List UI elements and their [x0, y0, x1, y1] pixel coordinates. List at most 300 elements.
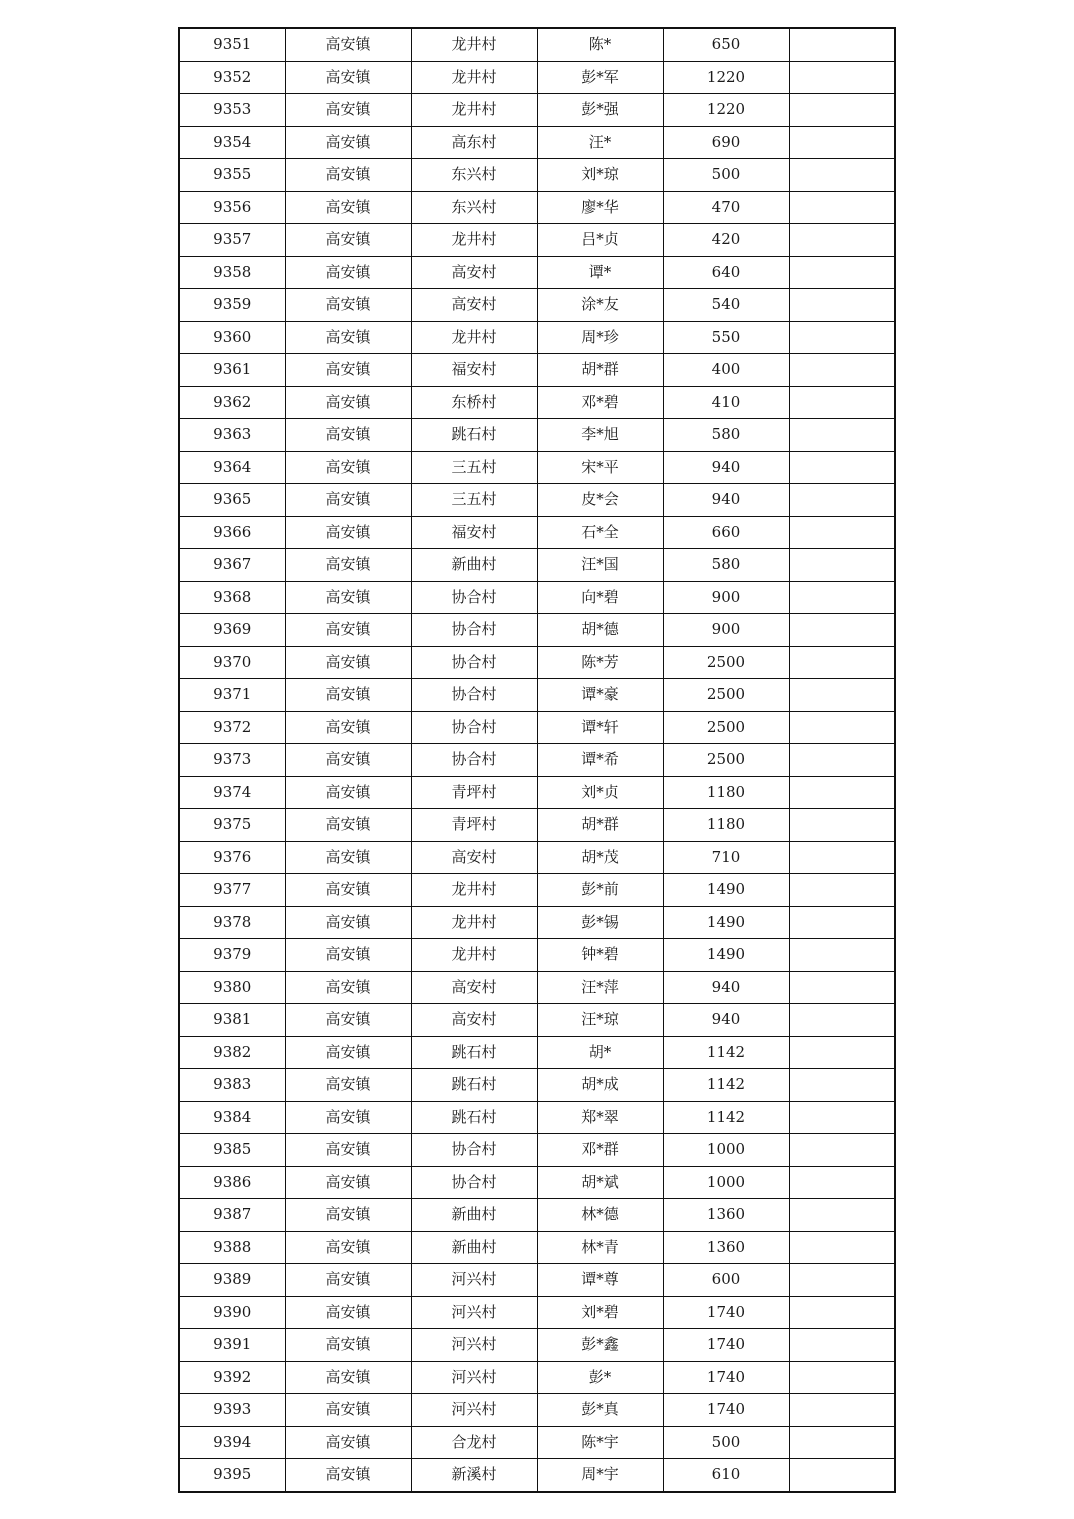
town-cell: 高安镇	[285, 841, 411, 874]
village-cell: 龙井村	[411, 939, 537, 972]
serial-number-cell: 9381	[179, 1004, 285, 1037]
remark-cell	[789, 1329, 895, 1362]
serial-number-cell: 9382	[179, 1036, 285, 1069]
name-cell: 郑*翠	[537, 1101, 663, 1134]
town-cell: 高安镇	[285, 939, 411, 972]
amount-cell: 600	[663, 1264, 789, 1297]
amount-cell: 410	[663, 386, 789, 419]
table-row	[179, 971, 895, 1004]
village-cell: 高安村	[411, 289, 537, 322]
village-cell: 新曲村	[411, 1199, 537, 1232]
town-cell: 高安镇	[285, 581, 411, 614]
table-row	[179, 939, 895, 972]
serial-number-cell: 9367	[179, 549, 285, 582]
table-row	[179, 809, 895, 842]
table-row	[179, 549, 895, 582]
amount-cell: 1180	[663, 809, 789, 842]
serial-number-cell: 9392	[179, 1361, 285, 1394]
remark-cell	[789, 549, 895, 582]
amount-cell: 610	[663, 1459, 789, 1492]
table-row	[179, 451, 895, 484]
name-cell: 彭*	[537, 1361, 663, 1394]
name-cell: 向*碧	[537, 581, 663, 614]
name-cell: 李*旭	[537, 419, 663, 452]
town-cell: 高安镇	[285, 191, 411, 224]
town-cell: 高安镇	[285, 874, 411, 907]
table-row	[179, 321, 895, 354]
town-cell: 高安镇	[285, 126, 411, 159]
table-row	[179, 1166, 895, 1199]
town-cell: 高安镇	[285, 1394, 411, 1427]
town-cell: 高安镇	[285, 1166, 411, 1199]
remark-cell	[789, 906, 895, 939]
remark-cell	[789, 516, 895, 549]
amount-cell: 2500	[663, 744, 789, 777]
town-cell: 高安镇	[285, 809, 411, 842]
name-cell: 吕*贞	[537, 224, 663, 257]
table-row	[179, 1036, 895, 1069]
amount-cell: 2500	[663, 646, 789, 679]
serial-number-cell: 9361	[179, 354, 285, 387]
table-row	[179, 484, 895, 517]
amount-cell: 940	[663, 451, 789, 484]
amount-cell: 1490	[663, 939, 789, 972]
serial-number-cell: 9374	[179, 776, 285, 809]
town-cell: 高安镇	[285, 386, 411, 419]
town-cell: 高安镇	[285, 744, 411, 777]
remark-cell	[789, 484, 895, 517]
name-cell: 汪*国	[537, 549, 663, 582]
village-cell: 协合村	[411, 711, 537, 744]
table-row	[179, 711, 895, 744]
remark-cell	[789, 1166, 895, 1199]
town-cell: 高安镇	[285, 484, 411, 517]
serial-number-cell: 9393	[179, 1394, 285, 1427]
amount-cell: 540	[663, 289, 789, 322]
name-cell: 周*宇	[537, 1459, 663, 1492]
serial-number-cell: 9390	[179, 1296, 285, 1329]
serial-number-cell: 9380	[179, 971, 285, 1004]
town-cell: 高安镇	[285, 94, 411, 127]
table-row	[179, 419, 895, 452]
village-cell: 福安村	[411, 516, 537, 549]
village-cell: 青坪村	[411, 776, 537, 809]
amount-cell: 2500	[663, 711, 789, 744]
town-cell: 高安镇	[285, 354, 411, 387]
amount-cell: 1490	[663, 906, 789, 939]
amount-cell: 500	[663, 159, 789, 192]
village-cell: 河兴村	[411, 1394, 537, 1427]
serial-number-cell: 9387	[179, 1199, 285, 1232]
village-cell: 三五村	[411, 484, 537, 517]
town-cell: 高安镇	[285, 516, 411, 549]
remark-cell	[789, 841, 895, 874]
name-cell: 汪*琼	[537, 1004, 663, 1037]
town-cell: 高安镇	[285, 1069, 411, 1102]
table-row	[179, 1459, 895, 1492]
remark-cell	[789, 1101, 895, 1134]
table-row	[179, 224, 895, 257]
town-cell: 高安镇	[285, 256, 411, 289]
village-cell: 河兴村	[411, 1296, 537, 1329]
amount-cell: 1740	[663, 1329, 789, 1362]
records-table	[178, 27, 896, 1493]
village-cell: 青坪村	[411, 809, 537, 842]
remark-cell	[789, 776, 895, 809]
remark-cell	[789, 1004, 895, 1037]
village-cell: 协合村	[411, 646, 537, 679]
village-cell: 协合村	[411, 1166, 537, 1199]
village-cell: 东兴村	[411, 191, 537, 224]
amount-cell: 710	[663, 841, 789, 874]
village-cell: 协合村	[411, 1134, 537, 1167]
town-cell: 高安镇	[285, 1426, 411, 1459]
remark-cell	[789, 1036, 895, 1069]
name-cell: 彭*锡	[537, 906, 663, 939]
serial-number-cell: 9388	[179, 1231, 285, 1264]
table-row	[179, 614, 895, 647]
serial-number-cell: 9378	[179, 906, 285, 939]
village-cell: 龙井村	[411, 94, 537, 127]
village-cell: 协合村	[411, 744, 537, 777]
serial-number-cell: 9359	[179, 289, 285, 322]
remark-cell	[789, 646, 895, 679]
table-row	[179, 1069, 895, 1102]
village-cell: 东桥村	[411, 386, 537, 419]
remark-cell	[789, 971, 895, 1004]
serial-number-cell: 9362	[179, 386, 285, 419]
amount-cell: 1142	[663, 1036, 789, 1069]
remark-cell	[789, 711, 895, 744]
village-cell: 河兴村	[411, 1329, 537, 1362]
name-cell: 邓*群	[537, 1134, 663, 1167]
amount-cell: 940	[663, 1004, 789, 1037]
name-cell: 林*青	[537, 1231, 663, 1264]
serial-number-cell: 9355	[179, 159, 285, 192]
remark-cell	[789, 94, 895, 127]
table-row	[179, 906, 895, 939]
remark-cell	[789, 581, 895, 614]
name-cell: 刘*碧	[537, 1296, 663, 1329]
name-cell: 陈*	[537, 28, 663, 61]
name-cell: 胡*成	[537, 1069, 663, 1102]
table-row	[179, 191, 895, 224]
town-cell: 高安镇	[285, 61, 411, 94]
remark-cell	[789, 224, 895, 257]
name-cell: 陈*芳	[537, 646, 663, 679]
village-cell: 龙井村	[411, 224, 537, 257]
table-row	[179, 1296, 895, 1329]
town-cell: 高安镇	[285, 419, 411, 452]
remark-cell	[789, 744, 895, 777]
town-cell: 高安镇	[285, 289, 411, 322]
remark-cell	[789, 809, 895, 842]
serial-number-cell: 9386	[179, 1166, 285, 1199]
town-cell: 高安镇	[285, 1329, 411, 1362]
remark-cell	[789, 28, 895, 61]
table-row	[179, 516, 895, 549]
remark-cell	[789, 256, 895, 289]
table-row	[179, 289, 895, 322]
remark-cell	[789, 126, 895, 159]
town-cell: 高安镇	[285, 711, 411, 744]
table-row	[179, 354, 895, 387]
amount-cell: 1740	[663, 1394, 789, 1427]
table-row	[179, 679, 895, 712]
town-cell: 高安镇	[285, 679, 411, 712]
town-cell: 高安镇	[285, 28, 411, 61]
table-row	[179, 61, 895, 94]
serial-number-cell: 9356	[179, 191, 285, 224]
name-cell: 彭*前	[537, 874, 663, 907]
town-cell: 高安镇	[285, 614, 411, 647]
serial-number-cell: 9383	[179, 1069, 285, 1102]
town-cell: 高安镇	[285, 1199, 411, 1232]
amount-cell: 420	[663, 224, 789, 257]
village-cell: 新曲村	[411, 549, 537, 582]
serial-number-cell: 9369	[179, 614, 285, 647]
name-cell: 涂*友	[537, 289, 663, 322]
name-cell: 刘*琼	[537, 159, 663, 192]
amount-cell: 1180	[663, 776, 789, 809]
name-cell: 皮*会	[537, 484, 663, 517]
town-cell: 高安镇	[285, 1296, 411, 1329]
village-cell: 高安村	[411, 841, 537, 874]
name-cell: 彭*真	[537, 1394, 663, 1427]
village-cell: 新溪村	[411, 1459, 537, 1492]
remark-cell	[789, 321, 895, 354]
remark-cell	[789, 289, 895, 322]
name-cell: 彭*军	[537, 61, 663, 94]
table-row	[179, 874, 895, 907]
amount-cell: 690	[663, 126, 789, 159]
table-row	[179, 1231, 895, 1264]
village-cell: 高东村	[411, 126, 537, 159]
table-row	[179, 1264, 895, 1297]
table-row	[179, 256, 895, 289]
town-cell: 高安镇	[285, 1036, 411, 1069]
remark-cell	[789, 451, 895, 484]
amount-cell: 1142	[663, 1069, 789, 1102]
serial-number-cell: 9389	[179, 1264, 285, 1297]
village-cell: 河兴村	[411, 1361, 537, 1394]
amount-cell: 580	[663, 549, 789, 582]
amount-cell: 1220	[663, 61, 789, 94]
serial-number-cell: 9372	[179, 711, 285, 744]
serial-number-cell: 9353	[179, 94, 285, 127]
serial-number-cell: 9368	[179, 581, 285, 614]
remark-cell	[789, 1361, 895, 1394]
serial-number-cell: 9384	[179, 1101, 285, 1134]
village-cell: 协合村	[411, 581, 537, 614]
name-cell: 廖*华	[537, 191, 663, 224]
village-cell: 福安村	[411, 354, 537, 387]
remark-cell	[789, 1459, 895, 1492]
name-cell: 胡*群	[537, 354, 663, 387]
table-row	[179, 841, 895, 874]
town-cell: 高安镇	[285, 159, 411, 192]
table-row	[179, 776, 895, 809]
remark-cell	[789, 1296, 895, 1329]
town-cell: 高安镇	[285, 1459, 411, 1492]
town-cell: 高安镇	[285, 646, 411, 679]
serial-number-cell: 9376	[179, 841, 285, 874]
name-cell: 石*全	[537, 516, 663, 549]
name-cell: 刘*贞	[537, 776, 663, 809]
table-row	[179, 28, 895, 61]
amount-cell: 940	[663, 971, 789, 1004]
village-cell: 协合村	[411, 614, 537, 647]
table-row	[179, 646, 895, 679]
amount-cell: 580	[663, 419, 789, 452]
amount-cell: 1220	[663, 94, 789, 127]
amount-cell: 660	[663, 516, 789, 549]
name-cell: 谭*轩	[537, 711, 663, 744]
amount-cell: 400	[663, 354, 789, 387]
serial-number-cell: 9358	[179, 256, 285, 289]
name-cell: 陈*宇	[537, 1426, 663, 1459]
amount-cell: 940	[663, 484, 789, 517]
amount-cell: 1000	[663, 1134, 789, 1167]
remark-cell	[789, 1199, 895, 1232]
village-cell: 新曲村	[411, 1231, 537, 1264]
remark-cell	[789, 1134, 895, 1167]
amount-cell: 1000	[663, 1166, 789, 1199]
remark-cell	[789, 679, 895, 712]
remark-cell	[789, 1394, 895, 1427]
table-row	[179, 1101, 895, 1134]
village-cell: 高安村	[411, 256, 537, 289]
serial-number-cell: 9363	[179, 419, 285, 452]
serial-number-cell: 9357	[179, 224, 285, 257]
village-cell: 协合村	[411, 679, 537, 712]
town-cell: 高安镇	[285, 906, 411, 939]
village-cell: 龙井村	[411, 28, 537, 61]
remark-cell	[789, 1069, 895, 1102]
serial-number-cell: 9373	[179, 744, 285, 777]
amount-cell: 640	[663, 256, 789, 289]
amount-cell: 900	[663, 581, 789, 614]
name-cell: 钟*碧	[537, 939, 663, 972]
serial-number-cell: 9352	[179, 61, 285, 94]
table-row	[179, 1134, 895, 1167]
serial-number-cell: 9366	[179, 516, 285, 549]
village-cell: 跳石村	[411, 1101, 537, 1134]
village-cell: 龙井村	[411, 61, 537, 94]
remark-cell	[789, 614, 895, 647]
table-row	[179, 744, 895, 777]
table-row	[179, 386, 895, 419]
serial-number-cell: 9377	[179, 874, 285, 907]
records-table-body	[179, 28, 895, 1492]
name-cell: 宋*平	[537, 451, 663, 484]
village-cell: 跳石村	[411, 419, 537, 452]
village-cell: 三五村	[411, 451, 537, 484]
town-cell: 高安镇	[285, 1101, 411, 1134]
remark-cell	[789, 874, 895, 907]
village-cell: 龙井村	[411, 321, 537, 354]
table-row	[179, 1426, 895, 1459]
town-cell: 高安镇	[285, 451, 411, 484]
table-row	[179, 126, 895, 159]
serial-number-cell: 9391	[179, 1329, 285, 1362]
serial-number-cell: 9375	[179, 809, 285, 842]
town-cell: 高安镇	[285, 971, 411, 1004]
table-row	[179, 1004, 895, 1037]
serial-number-cell: 9364	[179, 451, 285, 484]
village-cell: 合龙村	[411, 1426, 537, 1459]
remark-cell	[789, 1231, 895, 1264]
town-cell: 高安镇	[285, 224, 411, 257]
remark-cell	[789, 61, 895, 94]
remark-cell	[789, 1426, 895, 1459]
name-cell: 胡*茂	[537, 841, 663, 874]
name-cell: 谭*豪	[537, 679, 663, 712]
remark-cell	[789, 159, 895, 192]
name-cell: 彭*鑫	[537, 1329, 663, 1362]
amount-cell: 1490	[663, 874, 789, 907]
name-cell: 林*德	[537, 1199, 663, 1232]
town-cell: 高安镇	[285, 1264, 411, 1297]
table-row	[179, 1199, 895, 1232]
name-cell: 汪*萍	[537, 971, 663, 1004]
name-cell: 谭*	[537, 256, 663, 289]
serial-number-cell: 9395	[179, 1459, 285, 1492]
serial-number-cell: 9394	[179, 1426, 285, 1459]
town-cell: 高安镇	[285, 1231, 411, 1264]
town-cell: 高安镇	[285, 1134, 411, 1167]
amount-cell: 1360	[663, 1231, 789, 1264]
village-cell: 高安村	[411, 971, 537, 1004]
village-cell: 跳石村	[411, 1069, 537, 1102]
village-cell: 龙井村	[411, 874, 537, 907]
amount-cell: 900	[663, 614, 789, 647]
name-cell: 邓*碧	[537, 386, 663, 419]
amount-cell: 470	[663, 191, 789, 224]
serial-number-cell: 9371	[179, 679, 285, 712]
serial-number-cell: 9360	[179, 321, 285, 354]
remark-cell	[789, 386, 895, 419]
serial-number-cell: 9365	[179, 484, 285, 517]
village-cell: 龙井村	[411, 906, 537, 939]
town-cell: 高安镇	[285, 549, 411, 582]
village-cell: 跳石村	[411, 1036, 537, 1069]
amount-cell: 1740	[663, 1296, 789, 1329]
table-row	[179, 159, 895, 192]
name-cell: 胡*	[537, 1036, 663, 1069]
name-cell: 胡*德	[537, 614, 663, 647]
town-cell: 高安镇	[285, 1361, 411, 1394]
table-row	[179, 1361, 895, 1394]
remark-cell	[789, 191, 895, 224]
name-cell: 谭*尊	[537, 1264, 663, 1297]
serial-number-cell: 9370	[179, 646, 285, 679]
name-cell: 谭*希	[537, 744, 663, 777]
table-row	[179, 581, 895, 614]
town-cell: 高安镇	[285, 321, 411, 354]
amount-cell: 500	[663, 1426, 789, 1459]
name-cell: 胡*群	[537, 809, 663, 842]
town-cell: 高安镇	[285, 1004, 411, 1037]
serial-number-cell: 9354	[179, 126, 285, 159]
name-cell: 汪*	[537, 126, 663, 159]
table-row	[179, 94, 895, 127]
remark-cell	[789, 939, 895, 972]
amount-cell: 1740	[663, 1361, 789, 1394]
village-cell: 东兴村	[411, 159, 537, 192]
village-cell: 高安村	[411, 1004, 537, 1037]
serial-number-cell: 9351	[179, 28, 285, 61]
